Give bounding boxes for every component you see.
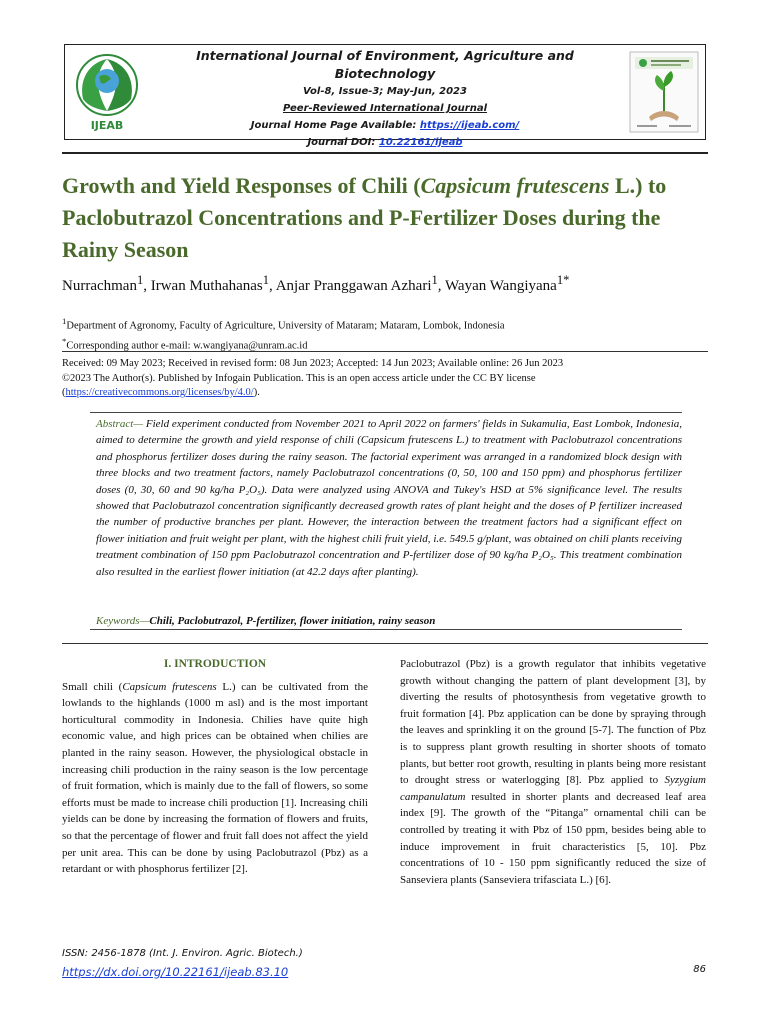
dates-divider (62, 351, 708, 352)
column-right (400, 656, 706, 888)
homepage-link[interactable]: https://ijeab.com/ (419, 120, 520, 131)
keywords-label: Keywords— (96, 615, 150, 627)
peer-reviewed: Peer-Reviewed International Journal (282, 103, 488, 114)
keywords-text: Chili, Paclobutrazol, P-fertilizer, flower initiation, rainy season (149, 615, 436, 627)
paragraph: Paclobutrazol (Pbz) is a growth regulator that inhibits vegetative growth without changing the pattern of plant development [3], by diverting the results of photosynthesis from vegetative growth to fruit formation [4]. Pbz application can be done by spraying through the leaves and sprinkling it on the ground [5-7]. The function of Pbz is to suppress plant growth resulting in shorter shoots of tomato plants, but better root growth, resulting in plants being more resistant to drought stress or waterlogging [8]. Pbz applied to Syzygium campanulatum resulted in shorter plants and decreased leaf area index [9]. The growth of the “Pitanga” ornamental chili can be controlled by treating it with Pbz of 150 ppm, besides being able to induce improvement in fruit characteristics [5, 10]. Pbz concentrations of 10 - 150 ppm significantly reduced the size of Sanseviera plants (Sanseviera trifasciata L.) [6]. (400, 658, 706, 886)
affiliation: $^1$Department of Agronomy, Faculty of Agriculture, University of Mataram; Mataram, Lombok, Indonesia (62, 316, 505, 332)
logo-text: IJEAB (90, 119, 124, 132)
issn: ISSN: 2456-1878 (Int. J. Environ. Agric. Biotech.) (62, 948, 303, 959)
article-dates (62, 357, 722, 401)
author: Wayan Wangiyana (444, 278, 557, 294)
journal-header-text (157, 47, 613, 151)
author: Anjar Pranggawan Azhari (275, 278, 432, 294)
license: (https://creativecommons.org/licenses/by/4.0/). (62, 387, 260, 398)
section-divider (62, 643, 708, 644)
journal-homepage: Journal Home Page Available: https://ijeab.com/ (250, 120, 520, 131)
affiliations (62, 314, 722, 353)
page-footer (62, 946, 303, 980)
abstract-text: Field experiment conducted from November 2021 to April 2022 on farmers' fields in Sukamulia, East Lombok, Indonesia, aimed to determine the growth and yield response of chili (Capsicum frutescens L.) to treatment with Paclobutrazol concentrations and phosphorus fertilizer doses during the rainy season. The factorial experiment was arranged in a randomized block design with three blocks and two treatment factors, namely Paclobutrazol concentrations (0, 50, 100 and 150 ppm) and phosphorus fertilizer doses (0, 30, 60 and 90 kg/ha P₂O₅). Data were analyzed using ANOVA and Tukey's HSD at 5% significance level. The results showed that Paclobutrazol concentration significantly decreased growth rates of plant height and the doses of P fertilizer increased the number of productive branches per plant. However, the interaction between the treatment factors had a significant effect on flower initiation and fruit weight per plant, with the highest chili fruit yield, i.e. 549.5 g/plant, was obtained on chili plants receiving treatment combination of 150 ppm Paclobutrazol concentration and P-fertilizer dose of 90 kg/ha P₂O₅. This treatment combination also resulted in the earliest flower initiation (at 42.2 days after planting). (96, 418, 682, 578)
journal-header (64, 44, 706, 148)
journal-logo-icon (69, 49, 145, 135)
author: Nurrachman (62, 278, 137, 294)
journal-doi-link[interactable]: 10.22161/ijeab (378, 137, 463, 148)
license-link[interactable]: https://creativecommons.org/licenses/by/4.0/ (65, 387, 254, 398)
journal-doi: Journal DOI: 10.22161/ijeab (307, 137, 463, 148)
history-dates: Received: 09 May 2023; Received in revised form: 08 Jun 2023; Accepted: 14 Jun 2023; Available online: 26 Jun 2023 (62, 358, 564, 369)
abstract (96, 416, 682, 580)
article-doi-link[interactable]: https://dx.doi.org/10.22161/ijeab.83.10 (62, 965, 289, 979)
page-number: 86 (693, 964, 706, 975)
author: Irwan Muthahanas (150, 278, 263, 294)
header-divider (62, 152, 708, 154)
column-left (62, 656, 368, 878)
abstract-label: Abstract— (96, 418, 144, 430)
section-heading: I. INTRODUCTION (163, 658, 267, 670)
copyright: ©2023 The Author(s). Published by Infogain Publication. This is an open access article under the CC BY license (62, 372, 536, 384)
paragraph: Small chili (Capsicum frutescens L.) can be cultivated from the lowlands to the highlands (1000 m asl) and is the most important horticultural commodity in Indonesia. Chilies have quite high economic value, and high prices can be obtained when chilies are planted in the rainy season. However, the physiological obstacle in increasing chili production in the rainy season is the low percentage of fruit formation, which is mainly due to the fall of flowers, so some efforts must be made to increase chili production [1]. Increasing chili yields can be done by increasing the formation of flowers and fruits, so that the percentage of flower and fruit fall does not affect the yield per unit area. This can be done by using Paclobutrazol (Pbz) as a retardant or with phosphorus fertilizer [2]. (62, 680, 368, 876)
journal-title: International Journal of Environment, Agriculture and Biotechnology (196, 48, 574, 81)
journal-volume: Vol-8, Issue-3; May-Jun, 2023 (303, 86, 467, 97)
corresponding-author: *Corresponding author e-mail: w.wangiyana@unram.ac.id (62, 335, 308, 351)
author-list: Nurrachman$^1$, Irwan Muthahanas$^1$, Anjar Pranggawan Azhari$^1$, Wayan Wangiyana$^{1*}$ (62, 273, 570, 294)
journal-cover-icon (629, 51, 699, 133)
article-title: Growth and Yield Responses of Chili (Capsicum frutescens L.) to Paclobutrazol Concentrations and P-Fertilizer Doses during the Rainy Season (62, 173, 667, 262)
keywords (96, 613, 682, 629)
